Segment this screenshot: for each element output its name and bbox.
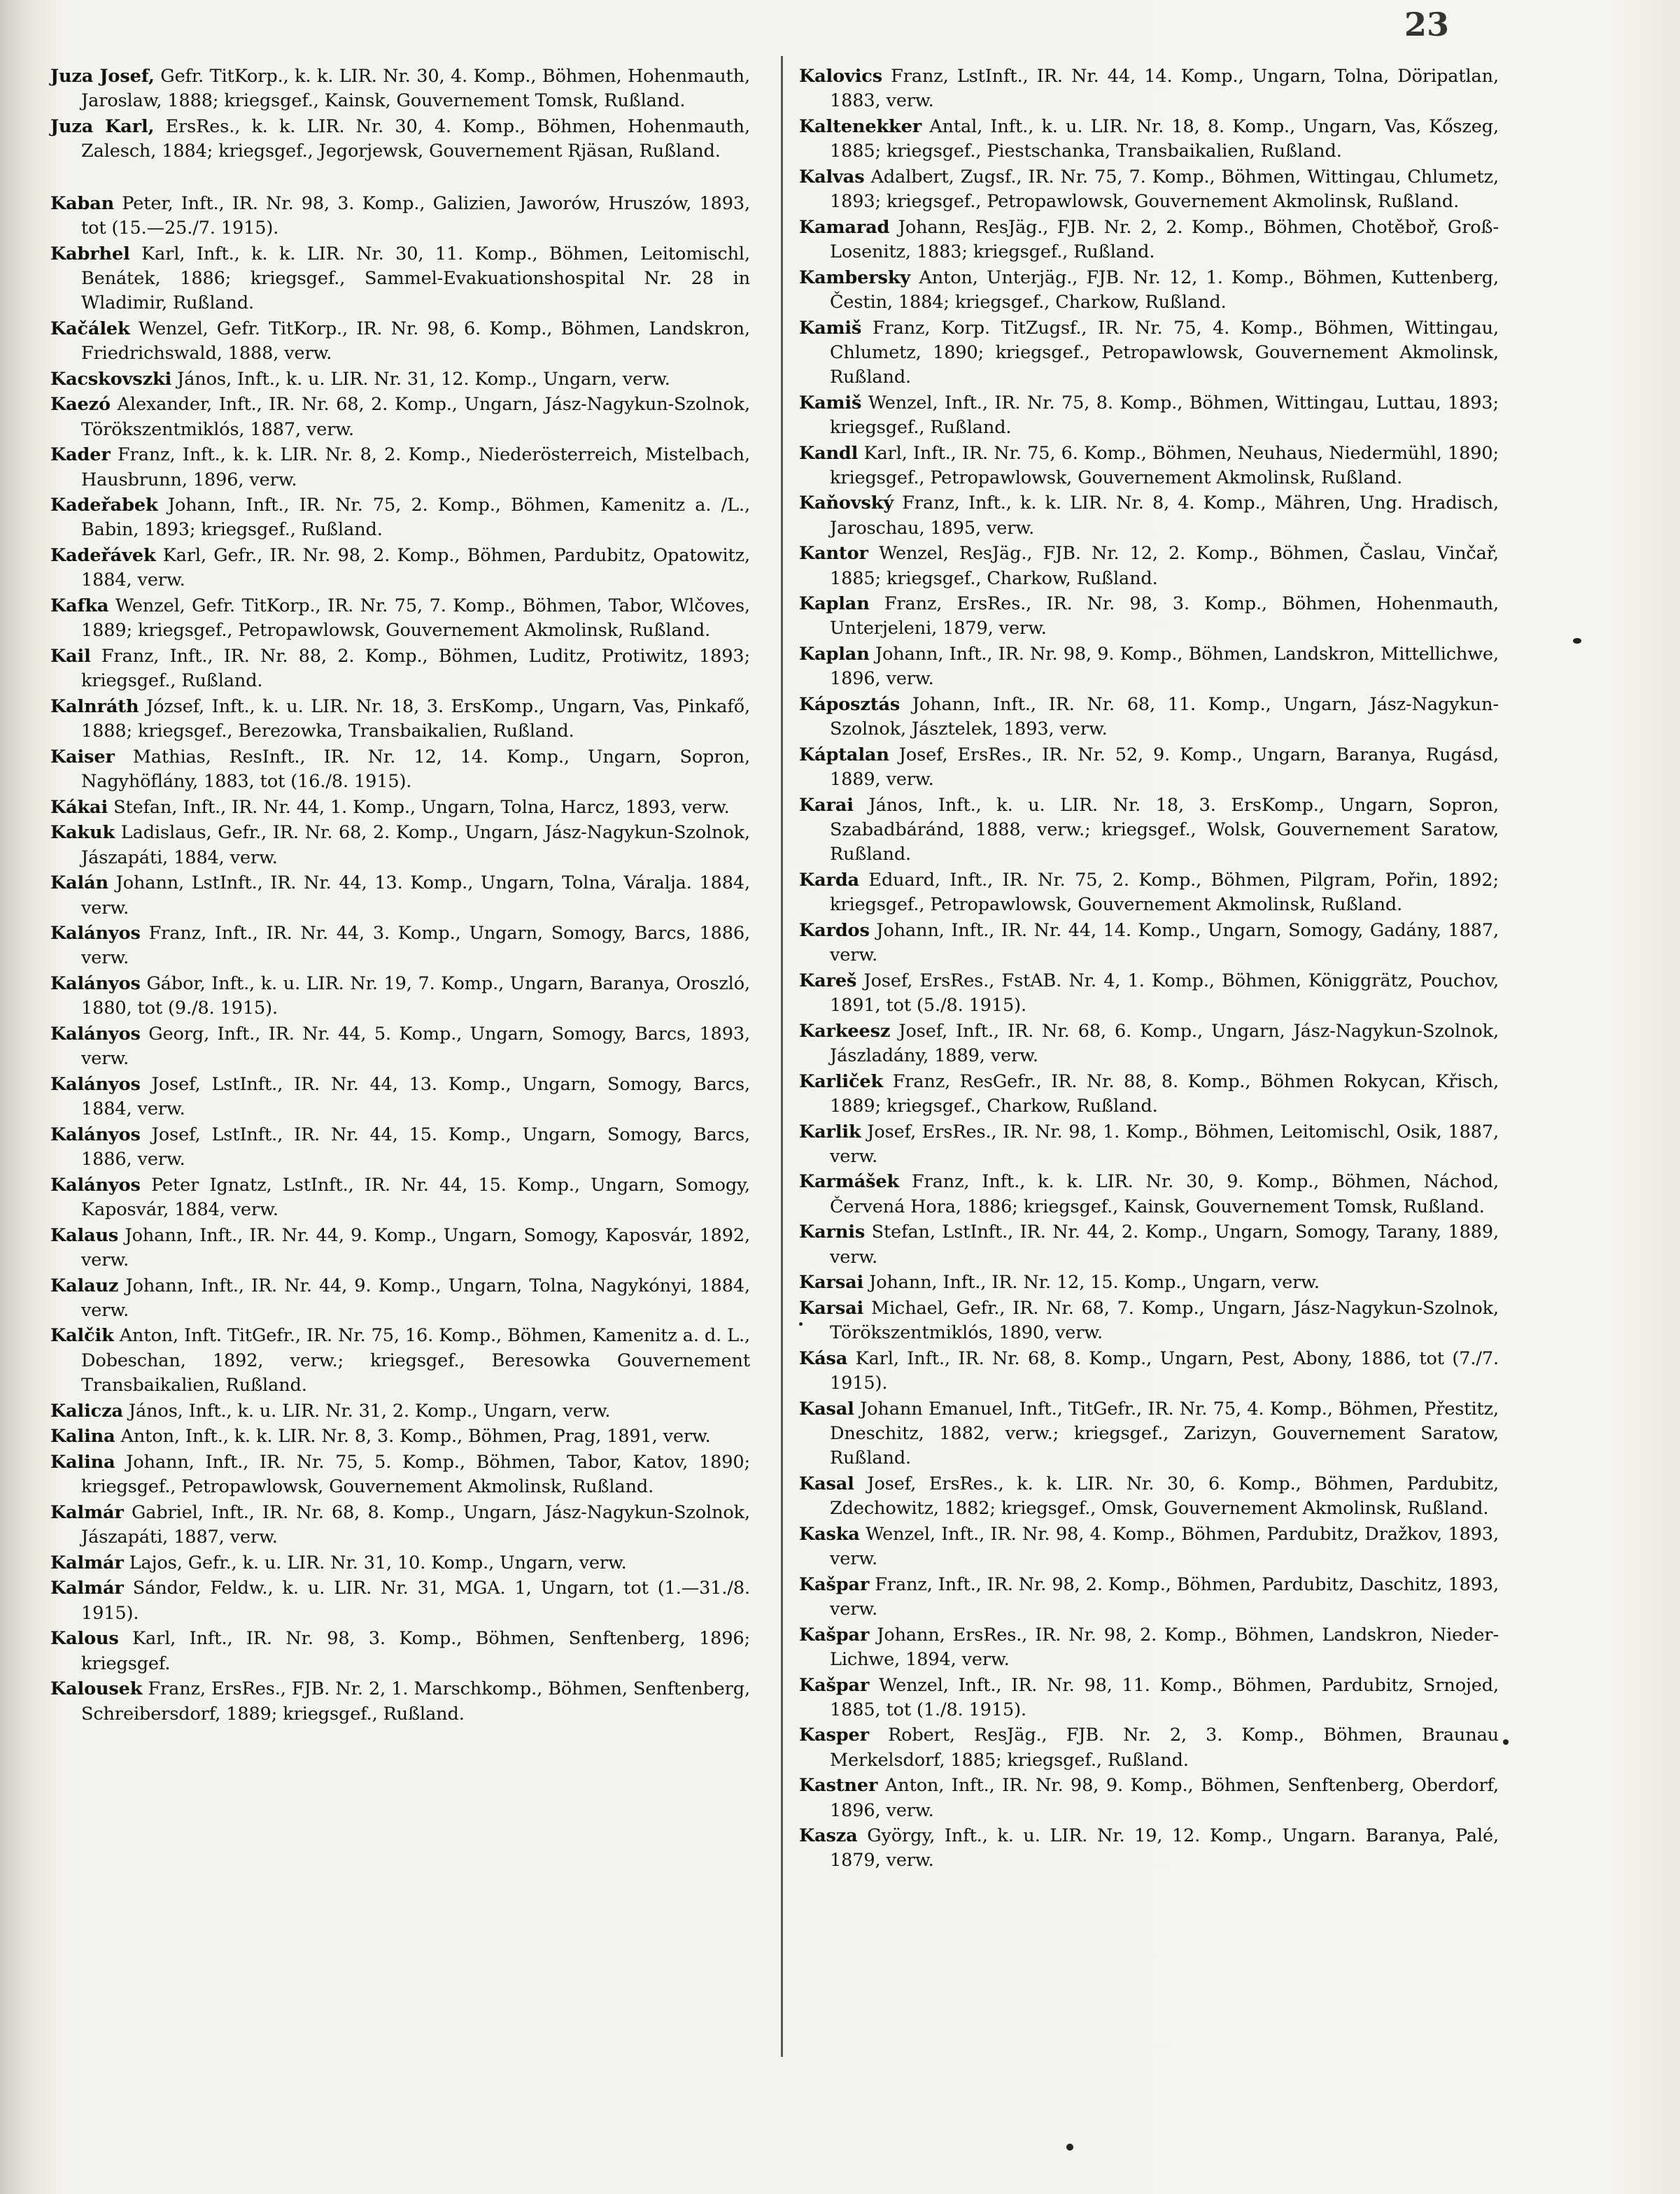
entry-details: Adalbert, Zugsf., IR. Nr. 75, 7. Komp., Böhmen, Wittingau, Chlumetz, 1893; kriegsgef., Petropawlowsk, Gouvernement Akmolinsk, Rußland. [830,166,1499,213]
entry-details: Georg, Inft., IR. Nr. 44, 5. Komp., Ungarn, Somogy, Barcs, 1893, verw. [81,1024,750,1070]
entry-surname: Kalicza [50,1400,123,1422]
list-entry [799,1472,1499,1521]
entry-details: Karl, Gefr., IR. Nr. 98, 2. Komp., Böhmen, Pardubitz, Opatowitz, 1884, verw. [81,545,750,591]
entry-details: Johann, Inft., IR. Nr. 68, 11. Komp., Ungarn, Jász-Nagykun-Szolnok, Jásztelek, 1893, verw. [830,694,1499,740]
entry-details: Peter Ignatz, LstInft., IR. Nr. 44, 15. Komp., Ungarn, Somogy, Kaposvár, 1884, verw. [81,1174,750,1220]
entry-surname: Kafka [50,595,109,617]
list-entry [50,795,750,820]
list-entry [799,1271,1499,1295]
entry-surname: Juza Karl, [50,115,155,137]
right-column [799,64,1499,1874]
entry-surname: Kalina [50,1426,115,1448]
entry-details: Stefan, LstInft., IR. Nr. 44, 2. Komp., Ungarn, Somogy, Tarany, 1889, verw. [830,1222,1499,1268]
entry-details: Johann, Inft., IR. Nr. 75, 2. Komp., Böhmen, Kamenitz a. /L., Babin, 1893; kriegsgef., Rußland. [81,495,750,541]
entry-surname: Kašpar [799,1573,870,1595]
list-entry [50,317,750,366]
list-entry [50,871,750,920]
entry-details: Franz, ResGefr., IR. Nr. 88, 8. Komp., Böhmen Rokycan, Křisch, 1889; kriegsgef., Charkow, Rußland. [830,1070,1499,1117]
entry-surname: Kašpar [799,1674,870,1696]
entry-details: János, Inft., k. u. LIR. Nr. 31, 2. Komp., Ungarn, verw. [122,1400,611,1422]
list-entry [799,115,1499,164]
entry-details: Karl, Inft., k. k. LIR. Nr. 30, 11. Komp., Böhmen, Leitomischl, Benátek, 1886; kriegsgef., Sammel-Evakuationshospital Nr. 28 in Wladimir, Rußland. [81,243,750,314]
entry-surname: Kalán [50,872,108,894]
entry-details: Sándor, Feldw., k. u. LIR. Nr. 31, MGA. 1, Ungarn, tot (1.—31./8. 1915). [81,1578,750,1624]
letter-section-gap [50,165,750,192]
list-entry [799,1723,1499,1772]
list-entry [799,1220,1499,1269]
entry-details: ErsRes., k. k. LIR. Nr. 30, 4. Komp., Böhmen, Hohenmauth, Zalesch, 1884; kriegsgef., Jegorjewsk, Gouvernement Rjäsan, Rußland. [81,115,751,162]
entry-surname: Kaplan [799,593,870,615]
entry-details: Franz, LstInft., IR. Nr. 44, 14. Komp., Ungarn, Tolna, Döripatlan, 1883, verw. [830,66,1499,112]
entry-details: Wenzel, Inft., IR. Nr. 98, 4. Komp., Böhmen, Pardubitz, Dražkov, 1893, verw. [830,1523,1499,1569]
list-entry [799,1824,1499,1873]
entry-surname: Kalányos [50,1174,141,1196]
entry-details: Karl, Inft., IR. Nr. 98, 3. Komp., Böhmen, Senftenberg, 1896; kriegsgef. [81,1628,750,1674]
entry-details: Franz, Inft., k. k. LIR. Nr. 8, 4. Komp., Mähren, Ung. Hradisch, Jaroschau, 1895, verw. [830,493,1499,539]
entry-details: Gabriel, Inft., IR. Nr. 68, 8. Komp., Ungarn, Jász-Nagykun-Szolnok, Jászapáti, 1887, verw. [81,1501,750,1548]
entry-surname: Kalmár [50,1552,124,1573]
entry-details: Ladislaus, Gefr., IR. Nr. 68, 2. Komp., Ungarn, Jász-Nagykun-Szolnok, Jászapáti, 1884, verw. [81,822,750,868]
entry-details: Antal, Inft., k. u. LIR. Nr. 18, 8. Komp., Ungarn, Vas, Kőszeg, 1885; kriegsgef., Piestschanka, Transbaikalien, Rußland. [830,115,1499,162]
entry-surname: Kalányos [50,1124,141,1145]
entry-details: Wenzel, Gefr. TitKorp., IR. Nr. 98, 6. Komp., Böhmen, Landskron, Friedrichswald, 1888, verw. [81,318,750,365]
list-entry [799,391,1499,440]
page-number: 23 [1404,6,1449,43]
entry-details: Johann Emanuel, Inft., TitGefr., IR. Nr. 75, 4. Komp., Böhmen, Přestitz, Dneschitz, 1882, verw.; kriegsgef., Zarizyn, Gouvernement Saratow, Rußland. [830,1398,1499,1469]
entry-surname: Karsai [799,1297,864,1319]
entry-details: Johann, ResJäg., FJB. Nr. 2, 2. Komp., Böhmen, Chotěboř, Groß-Losenitz, 1883; kriegsgef., Rußland. [830,216,1499,262]
entry-surname: Karsai [799,1272,864,1294]
list-entry [50,1501,750,1550]
entry-details: Johann, Inft., IR. Nr. 44, 9. Komp., Ungarn, Somogy, Kaposvár, 1892, verw. [81,1224,750,1271]
entry-surname: Kaezó [50,394,111,416]
entry-surname: Kasal [799,1473,854,1494]
list-entry [50,1073,750,1121]
entry-details: János, Inft., k. u. LIR. Nr. 31, 12. Komp., Ungarn, verw. [171,368,670,390]
entry-surname: Kalousek [50,1678,143,1700]
list-entry [799,491,1499,540]
entry-details: György, Inft., k. u. LIR. Nr. 19, 12. Komp., Ungarn. Baranya, Palé, 1879, verw. [830,1825,1499,1871]
entry-details: Johann, Inft., IR. Nr. 75, 5. Komp., Böhmen, Tabor, Katov, 1890; kriegsgef., Petropawlowsk, Gouvernement Akmolinsk, Rußland. [81,1451,750,1498]
entry-surname: Kambersky [799,267,911,288]
list-entry [799,1573,1499,1622]
entry-details: Josef, ErsRes., FstAB. Nr. 4, 1. Komp., Böhmen, Königgrätz, Pouchov, 1891, tot (5./8. 1915). [830,970,1499,1017]
entry-surname: Karliček [799,1070,884,1092]
entry-details: Anton, Inft. TitGefr., IR. Nr. 75, 16. Komp., Böhmen, Kamenitz a. d. L., Dobeschan, 1892, verw.; kriegsgef., Beresowka Gouvernement Transbaikalien, Rußland. [81,1325,750,1396]
entry-details: Robert, ResJäg., FJB. Nr. 2, 3. Komp., Böhmen, Braunau Merkelsdorf, 1885; kriegsgef., Rußland. [830,1725,1499,1771]
entry-surname: Kalmár [50,1578,124,1599]
entry-surname: Kalaus [50,1224,119,1246]
entry-surname: Karai [799,794,854,816]
entry-details: Anton, Inft., IR. Nr. 98, 9. Komp., Böhmen, Senftenberg, Oberdorf, 1896, verw. [830,1775,1499,1821]
entry-details: Franz, Inft., IR. Nr. 88, 2. Komp., Böhmen, Luditz, Protiwitz, 1893; kriegsgef., Rußland. [81,645,750,692]
entry-details: Lajos, Gefr., k. u. LIR. Nr. 31, 10. Komp., Ungarn, verw. [123,1552,627,1573]
entry-surname: Karda [799,870,859,891]
entry-surname: Kabrhel [50,243,130,264]
entry-surname: Kader [50,444,111,466]
list-entry [50,1324,750,1398]
entry-surname: Kardos [799,919,870,941]
list-entry [799,1070,1499,1119]
entry-surname: Kadeřávek [50,545,156,567]
entry-details: Michael, Gefr., IR. Nr. 68, 7. Komp., Ungarn, Jász-Nagykun-Szolnok, Törökszentmiklós, 1890, verw. [830,1297,1499,1344]
list-entry [799,441,1499,490]
list-entry [50,821,750,870]
list-entry [799,592,1499,641]
entry-surname: Kakuk [50,822,115,844]
entry-details: Wenzel, Gefr. TitKorp., IR. Nr. 75, 7. Komp., Böhmen, Tabor, Wlčoves, 1889; kriegsgef., Petropawlowsk, Gouvernement Akmolinsk, Rußland. [81,595,750,642]
list-entry [799,266,1499,315]
entry-surname: Kašpar [799,1624,870,1646]
entry-surname: Kaňovský [799,493,894,514]
entry-details: Franz, Inft., k. k. LIR. Nr. 8, 2. Komp., Niederösterreich, Mistelbach, Hausbrunn, 1896, verw. [81,444,750,490]
entry-surname: Kalvas [799,166,865,187]
list-entry [50,1274,750,1323]
print-speck [1066,2144,1073,2151]
list-entry [50,367,750,392]
entry-details: Johann, Inft., IR. Nr. 12, 15. Komp., Ungarn, verw. [863,1272,1320,1294]
list-entry [799,316,1499,390]
entry-details: Wenzel, Inft., IR. Nr. 98, 11. Komp., Böhmen, Pardubitz, Srnojed, 1885, tot (1./8. 1915). [830,1674,1499,1720]
entry-surname: Kalányos [50,1073,141,1095]
entry-surname: Kastner [799,1775,878,1797]
list-entry [50,493,750,542]
entry-details: Gefr. TitKorp., k. k. LIR. Nr. 30, 4. Komp., Böhmen, Hohenmauth, Jaroslaw, 1888; kriegsgef., Kainsk, Gouvernement Tomsk, Rußland. [81,66,750,112]
list-entry [50,1399,750,1424]
entry-details: Mathias, ResInft., IR. Nr. 12, 14. Komp., Ungarn, Sopron, Nagyhöflány, 1883, tot (16./8. 1915). [81,746,750,792]
list-entry [799,1347,1499,1396]
entry-details: Johann, Inft., IR. Nr. 98, 9. Komp., Böhmen, Landskron, Mittellichwe, 1896, verw. [830,644,1499,690]
entry-details: Wenzel, Inft., IR. Nr. 75, 8. Komp., Böhmen, Wittingau, Luttau, 1893; kriegsgef., Rußland. [830,392,1499,438]
column-divider [781,56,783,2057]
entry-details: Johann, Inft., IR. Nr. 44, 9. Komp., Ungarn, Tolna, Nagykónyi, 1884, verw. [81,1275,750,1321]
list-entry [50,1173,750,1222]
entry-surname: Karmášek [799,1171,900,1193]
entry-details: Josef, LstInft., IR. Nr. 44, 13. Komp., Ungarn, Somogy, Barcs, 1884, verw. [81,1073,750,1120]
entry-details: Alexander, Inft., IR. Nr. 68, 2. Komp., Ungarn, Jász-Nagykun-Szolnok, Törökszentmiklós, 1887, verw. [81,394,750,440]
entry-details: Johann, ErsRes., IR. Nr. 98, 2. Komp., Böhmen, Landskron, Nieder-Lichwe, 1894, verw. [830,1624,1499,1670]
list-entry [799,1397,1499,1471]
entry-surname: Kandl [799,442,859,464]
entry-details: Peter, Inft., IR. Nr. 98, 3. Komp., Galizien, Jaworów, Hruszów, 1893, tot (15.—25./7. 1915). [81,192,750,239]
entry-surname: Káptalan [799,744,889,765]
list-entry [50,64,750,113]
list-entry [799,165,1499,214]
entry-details: Johann, LstInft., IR. Nr. 44, 13. Komp., Ungarn, Tolna, Váralja. 1884, verw. [81,872,750,919]
entry-details: Josef, ErsRes., IR. Nr. 98, 1. Komp., Böhmen, Leitomischl, Osik, 1887, verw. [830,1121,1499,1167]
entry-details: József, Inft., k. u. LIR. Nr. 18, 3. ErsKomp., Ungarn, Vas, Pinkafő, 1888; kriegsgef., Berezowka, Transbaikalien, Rußland. [81,695,750,742]
list-entry [799,542,1499,590]
entry-details: Franz, Inft., IR. Nr. 98, 2. Komp., Böhmen, Pardubitz, Daschitz, 1893, verw. [830,1573,1499,1620]
list-entry [799,1774,1499,1823]
list-entry [50,1627,750,1676]
list-entry [50,1450,750,1499]
list-entry [799,64,1499,113]
entry-surname: Kasal [799,1398,854,1420]
entry-surname: Kaska [799,1523,860,1545]
list-entry [50,1224,750,1273]
list-entry [799,1170,1499,1219]
entry-surname: Kamiš [799,317,862,339]
entry-details: Franz, Inft., IR. Nr. 44, 3. Komp., Ungarn, Somogy, Barcs, 1886, verw. [81,923,750,969]
list-entry [50,1576,750,1625]
entry-surname: Kaplan [799,644,870,665]
list-entry [50,695,750,744]
entry-surname: Karlik [799,1121,861,1142]
entry-details: Karl, Inft., IR. Nr. 68, 8. Komp., Ungarn, Pest, Abony, 1886, tot (7./7. 1915). [830,1347,1499,1394]
entry-surname: Kaban [50,192,115,214]
list-entry [799,215,1499,264]
list-entry [50,972,750,1021]
list-entry [799,793,1499,868]
list-entry [799,969,1499,1018]
list-entry [50,115,750,164]
entry-surname: Juza Josef, [50,66,155,87]
entry-surname: Káposztás [799,694,901,716]
print-speck [1503,1739,1509,1745]
list-entry [799,1673,1499,1722]
entry-surname: Kaltenekker [799,115,922,137]
entry-surname: Kasza [799,1825,858,1847]
entry-details: Karl, Inft., IR. Nr. 75, 6. Komp., Böhmen, Neuhaus, Niedermühl, 1890; kriegsgef., Petropawlowsk, Gouvernement Akmolinsk, Rußland. [830,442,1499,488]
entry-surname: Kalovics [799,66,882,87]
list-entry [799,1019,1499,1068]
list-entry [799,743,1499,792]
entry-details: Franz, Korp. TitZugsf., IR. Nr. 75, 4. Komp., Böhmen, Wittingau, Chlumetz, 1890; kriegsgef., Petropawlowsk, Gouvernement Akmolinsk, Rußland. [830,317,1499,388]
list-entry [50,443,750,492]
list-entry [50,392,750,441]
print-speck [799,1322,803,1326]
entry-surname: Kalányos [50,1024,141,1045]
list-entry [799,642,1499,691]
list-entry [50,1551,750,1576]
entry-surname: Kákai [50,796,108,818]
entry-details: Gábor, Inft., k. u. LIR. Nr. 19, 7. Komp., Ungarn, Baranya, Oroszló, 1880, tot (9./8. 1915). [81,973,750,1019]
list-entry [799,868,1499,917]
left-column [50,64,750,1727]
entry-surname: Kalányos [50,973,141,995]
entry-details: Franz, ErsRes., IR. Nr. 98, 3. Komp., Böhmen, Hohenmauth, Unterjeleni, 1879, verw. [830,593,1499,639]
list-entry [799,1522,1499,1571]
entry-surname: Kareš [799,970,857,991]
entry-surname: Karnis [799,1222,866,1243]
list-entry [799,1623,1499,1672]
entry-surname: Kalčik [50,1325,114,1347]
entry-surname: Kadeřabek [50,495,158,516]
entry-details: Anton, Inft., k. k. LIR. Nr. 8, 3. Komp., Böhmen, Prag, 1891, verw. [115,1426,711,1448]
list-entry [50,644,750,693]
entry-details: Anton, Unterjäg., FJB. Nr. 12, 1. Komp., Böhmen, Kuttenberg, Čestin, 1884; kriegsgef., Charkow, Rußland. [830,267,1499,313]
entry-details: Josef, ErsRes., IR. Nr. 52, 9. Komp., Ungarn, Baranya, Rugásd, 1889, verw. [830,744,1499,791]
entry-details: Eduard, Inft., IR. Nr. 75, 2. Komp., Böhmen, Pilgram, Pořin, 1892; kriegsgef., Petropawlowsk, Gouvernement Akmolinsk, Rußland. [830,870,1499,916]
entry-surname: Kasper [799,1725,869,1746]
entry-details: Wenzel, ResJäg., FJB. Nr. 12, 2. Komp., Böhmen, Časlau, Vinčař, 1885; kriegsgef., Charkow, Rußland. [830,543,1499,589]
entry-surname: Kacskovszki [50,368,172,390]
entry-surname: Kása [799,1347,848,1369]
list-entry [50,1424,750,1449]
entry-surname: Kamarad [799,216,890,238]
list-entry [799,919,1499,968]
entry-details: Franz, Inft., k. k. LIR. Nr. 30, 9. Komp., Böhmen, Náchod, Červená Hora, 1886; kriegsgef., Kainsk, Gouvernement Tomsk, Rußland. [830,1171,1499,1217]
entry-surname: Kantor [799,543,868,565]
list-entry [50,921,750,970]
list-entry [799,1120,1499,1169]
entry-surname: Kamiš [799,392,862,413]
entry-surname: Kalous [50,1628,119,1650]
list-entry [50,544,750,593]
list-entry [50,1022,750,1071]
list-entry [50,242,750,316]
list-entry [50,192,750,241]
entry-surname: Karkeesz [799,1020,891,1042]
entry-surname: Kačálek [50,318,130,339]
list-entry [50,745,750,794]
entry-details: Josef, LstInft., IR. Nr. 44, 15. Komp., Ungarn, Somogy, Barcs, 1886, verw. [81,1124,750,1170]
entry-surname: Kalina [50,1451,115,1473]
entry-details: Stefan, Inft., IR. Nr. 44, 1. Komp., Ungarn, Tolna, Harcz, 1893, verw. [108,796,730,818]
list-entry [799,1296,1499,1345]
entry-surname: Kalányos [50,923,141,944]
print-speck [1573,638,1581,644]
list-entry [50,594,750,643]
list-entry [50,1123,750,1172]
entry-surname: Kalnráth [50,695,139,717]
entry-surname: Kaiser [50,746,115,767]
list-entry [799,693,1499,742]
entry-surname: Kalmár [50,1501,124,1523]
list-entry [50,1677,750,1726]
entry-surname: Kalauz [50,1275,119,1296]
entry-details: Franz, ErsRes., FJB. Nr. 2, 1. Marschkomp., Böhmen, Senftenberg, Schreibersdorf, 1889; kriegsgef., Rußland. [81,1678,750,1725]
entry-surname: Kail [50,645,91,667]
entry-details: János, Inft., k. u. LIR. Nr. 18, 3. ErsKomp., Ungarn, Sopron, Szabadbáránd, 1888, verw.; kriegsgef., Wolsk, Gouvernement Saratow, Rußland. [830,794,1499,865]
entry-details: Josef, Inft., IR. Nr. 68, 6. Komp., Ungarn, Jász-Nagykun-Szolnok, Jászladány, 1889, verw. [830,1020,1499,1066]
entry-details: Johann, Inft., IR. Nr. 44, 14. Komp., Ungarn, Somogy, Gadány, 1887, verw. [830,919,1499,966]
entry-details: Josef, ErsRes., k. k. LIR. Nr. 30, 6. Komp., Böhmen, Pardubitz, Zdechowitz, 1882; kriegsgef., Omsk, Gouvernement Akmolinsk, Rußland. [830,1473,1499,1520]
